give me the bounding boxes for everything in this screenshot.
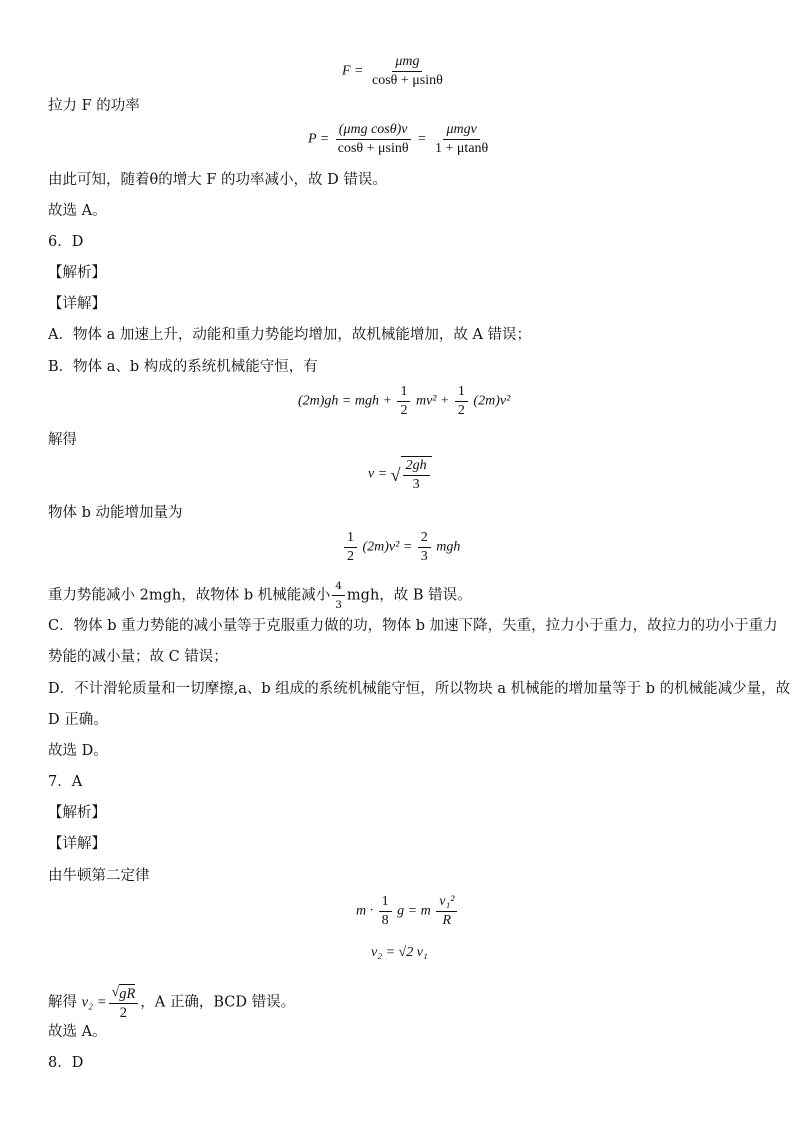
question-number: 8．D <box>48 1055 84 1071</box>
equation-power: P = $\frac{\text{(μmg cosθ)v}}{\cos\theta + \mu\sin\theta}$ = $\frac{\text{μmgv}}{1 + \mu\tan\theta}$ <box>308 122 489 156</box>
text-line: 故选 A。 <box>48 1024 107 1040</box>
square-root: √ $\frac{2gh}{3}$ <box>391 456 432 493</box>
text-line: 解得 v₂ = √ gR 2 ，A 正确，BCD 错误。 <box>48 985 296 1021</box>
equation-force: F = $\frac{\text{μmg}}{\cos\theta + \mu\sin\theta}$ <box>342 54 448 89</box>
text-line: 拉力 F 的功率 <box>48 98 140 114</box>
equation-energy: (2m)gh = mgh + $\frac{1}{2}$ mv² + $\frac{1}{2}$ (2m)v² <box>298 384 511 418</box>
text-line: D 正确。 <box>48 712 108 728</box>
text-line: 物体 b 动能增加量为 <box>48 505 183 521</box>
text-line: 故选 D。 <box>48 743 108 759</box>
text-line: 重力势能减小 2mgh，故物体 b 机械能减小 $\frac{4}{3}$ mgh，故 B 错误。 <box>48 580 472 611</box>
text-line: 由此可知，随着θ的增大 F 的功率减小，故 D 错误。 <box>48 172 387 188</box>
square-root: √ gR <box>111 985 136 1002</box>
section-heading: 【详解】 <box>48 836 106 852</box>
question-number: 6．D <box>48 234 84 250</box>
section-heading: 【解析】 <box>48 265 106 281</box>
section-heading: 【详解】 <box>48 296 106 312</box>
text-line: B．物体 a、b 构成的系统机械能守恒，有 <box>48 359 318 375</box>
text-line: A．物体 a 加速上升，动能和重力势能均增加，故机械能增加，故 A 错误； <box>48 327 532 343</box>
text-line: C．物体 b 重力势能的减小量等于克服重力做的功，物体 b 加速下降，失重，拉力小于重力，故拉力的功小于重力 <box>48 618 778 634</box>
text-line: D．不计滑轮质量和一切摩擦,a、b 组成的系统机械能守恒，所以物块 a 机械能的增加量等于 b 的机械能减少量，故 <box>48 681 791 697</box>
fraction-numerator: μmg <box>392 54 422 72</box>
section-heading: 【解析】 <box>48 805 106 821</box>
equation-newton: m · $\frac{1}{8}$ g = m $\frac{\text{v₁²}}{R}$ <box>356 894 459 929</box>
equation-velocity: v = √ $\frac{2gh}{3}$ <box>368 456 432 493</box>
text-line: 解得 <box>48 432 77 448</box>
equation-v2: v₂ = √2 v₁ <box>371 945 428 960</box>
text-line: 势能的减小量；故 C 错误； <box>48 649 228 665</box>
text-line: 故选 A。 <box>48 203 107 219</box>
text-line: 由牛顿第二定律 <box>48 868 150 884</box>
equation-kinetic-energy: $\frac{1}{2}$ (2m)v² = $\frac{2}{3}$ mgh <box>342 530 460 565</box>
question-number: 7．A <box>48 774 83 790</box>
fraction-denominator: cosθ + μsinθ <box>372 73 443 88</box>
